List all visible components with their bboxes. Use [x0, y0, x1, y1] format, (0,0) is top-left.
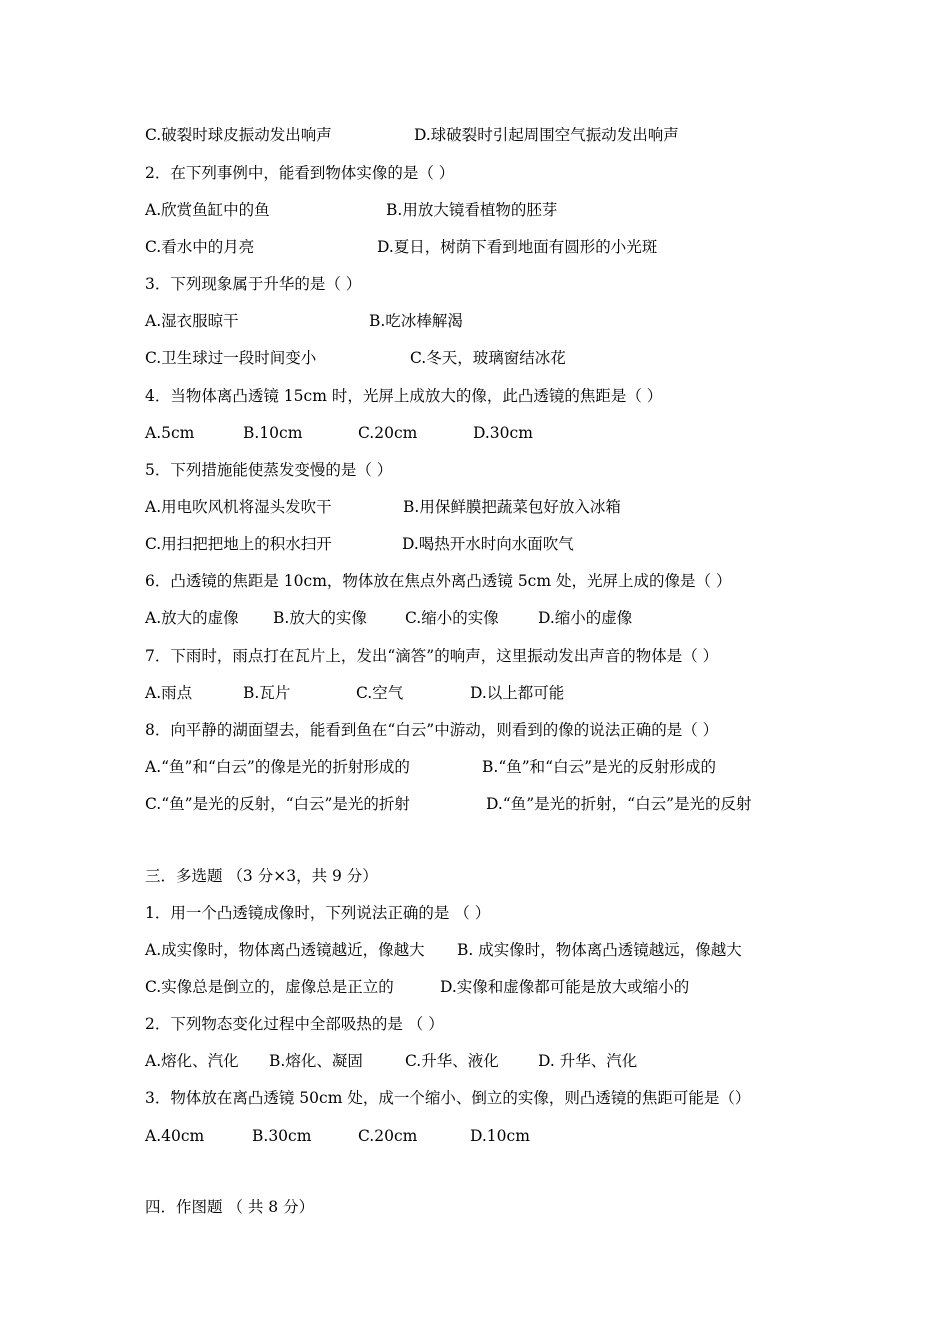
s3-q3-option-d: D.10cm: [470, 1127, 530, 1145]
q8-option-b: B.“鱼”和“白云”是光的反射形成的: [482, 758, 717, 776]
s3-q1-option-a: A.成实像时，物体离凸透镜越近，像越大: [145, 941, 425, 959]
q5-option-a: A.用电吹风机将湿头发吹干: [145, 498, 332, 516]
section4-heading: 四．作图题 （ 共 8 分）: [145, 1198, 315, 1216]
section3-heading: 三．多选题 （3 分×3，共 9 分）: [145, 867, 378, 885]
q7-option-a: A.雨点: [145, 684, 193, 702]
q8-option-c: C.“鱼”是光的反射，“白云”是光的折射: [145, 795, 410, 813]
q2-stem: 2．在下列事例中，能看到物体实像的是（ ）: [145, 164, 455, 182]
q2-option-c: C.看水中的月亮: [145, 238, 255, 256]
q3-option-b: B.吃冰棒解渴: [369, 312, 463, 330]
q1-option-d: D.球破裂时引起周围空气振动发出响声: [414, 126, 679, 144]
s3-q1-option-d: D.实像和虚像都可能是放大或缩小的: [440, 978, 690, 996]
s3-q2-option-b: B.熔化、凝固: [269, 1052, 363, 1070]
s3-q3-option-a: A.40cm: [145, 1127, 205, 1145]
q7-option-c: C.空气: [356, 684, 404, 702]
q5-option-d: D.喝热开水时向水面吹气: [402, 535, 574, 553]
q2-option-d: D.夏日，树荫下看到地面有圆形的小光斑: [377, 238, 658, 256]
q1-option-c: C.破裂时球皮振动发出响声: [145, 126, 332, 144]
q4-option-c: C.20cm: [358, 424, 418, 442]
q8-option-d: D.“鱼”是光的折射，“白云”是光的反射: [486, 795, 752, 813]
q7-option-d: D.以上都可能: [470, 684, 565, 702]
q4-option-a: A.5cm: [145, 424, 195, 442]
s3-q1-option-c: C.实像总是倒立的，虚像总是正立的: [145, 978, 394, 996]
q7-option-b: B.瓦片: [243, 684, 291, 702]
q5-stem: 5．下列措施能使蒸发变慢的是（ ）: [145, 461, 393, 479]
q7-stem: 7．下雨时，雨点打在瓦片上，发出“滴答”的响声，这里振动发出声音的物体是（ ）: [145, 647, 719, 665]
s3-q1-option-b: B. 成实像时，物体离凸透镜越远，像越大: [457, 941, 742, 959]
s3-q2-option-d: D. 升华、汽化: [538, 1052, 638, 1070]
q2-option-b: B.用放大镜看植物的胚芽: [386, 201, 558, 219]
q6-option-b: B.放大的实像: [273, 609, 367, 627]
q8-option-a: A.“鱼”和“白云”的像是光的折射形成的: [145, 758, 410, 776]
s3-q2-stem: 2．下列物态变化过程中全部吸热的是 （ ）: [145, 1015, 444, 1033]
q5-option-c: C.用扫把把地上的积水扫开: [145, 535, 332, 553]
q6-stem: 6．凸透镜的焦距是 10cm，物体放在焦点外离凸透镜 5cm 处，光屏上成的像是（ ）: [145, 572, 732, 590]
q6-option-c: C.缩小的实像: [405, 609, 499, 627]
q2-option-a: A.欣赏鱼缸中的鱼: [145, 201, 270, 219]
q3-option-c: C.卫生球过一段时间变小: [145, 349, 317, 367]
q6-option-a: A.放大的虚像: [145, 609, 239, 627]
q3-stem: 3．下列现象属于升华的是（ ）: [145, 275, 362, 293]
q6-option-d: D.缩小的虚像: [538, 609, 633, 627]
q5-option-b: B.用保鲜膜把蔬菜包好放入冰箱: [403, 498, 621, 516]
s3-q3-option-b: B.30cm: [252, 1127, 312, 1145]
s3-q2-option-c: C.升华、液化: [405, 1052, 499, 1070]
q4-option-b: B.10cm: [243, 424, 303, 442]
s3-q2-option-a: A.熔化、汽化: [145, 1052, 239, 1070]
s3-q3-option-c: C.20cm: [358, 1127, 418, 1145]
q4-stem: 4．当物体离凸透镜 15cm 时，光屏上成放大的像，此凸透镜的焦距是（ ）: [145, 387, 663, 405]
q3-option-d: C.冬天，玻璃窗结冰花: [410, 349, 566, 367]
q3-option-a: A.湿衣服晾干: [145, 312, 239, 330]
q8-stem: 8．向平静的湖面望去，能看到鱼在“白云”中游动，则看到的像的说法正确的是（ ）: [145, 721, 719, 739]
s3-q1-stem: 1．用一个凸透镜成像时，下列说法正确的是 （ ）: [145, 904, 491, 922]
s3-q3-stem: 3．物体放在离凸透镜 50cm 处，成一个缩小、倒立的实像，则凸透镜的焦距可能是（）: [145, 1089, 751, 1107]
q4-option-d: D.30cm: [473, 424, 533, 442]
